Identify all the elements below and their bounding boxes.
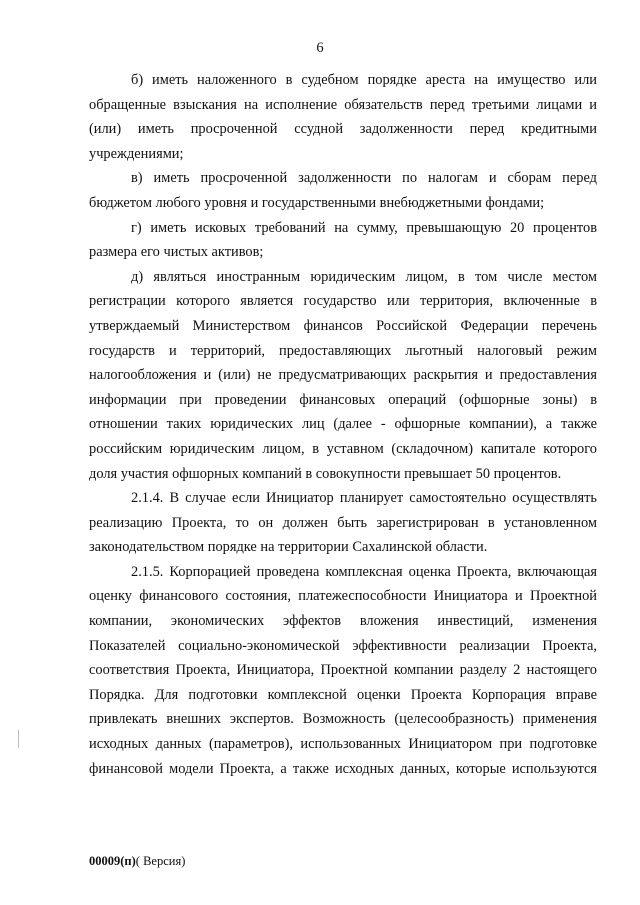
page-number: 6: [316, 40, 324, 56]
paragraph-d: д) являться иностранным юридическим лицом, в том числе местом регистрации которого является государство или территория, включенные в утверждаемый Министерством финансов Российской Федерации перечень государств и территорий, предоставляющих льготный налоговый режим налогообложения и (или) не предусматривающих раскрытия и предоставления информации при проведении финансовых операций (офшорные зоны) в отношении таких юридических лиц (далее - офшорные компании), а также российским юридическим лицом, в уставном (складочном) капитале которого доля участия офшорных компаний в совокупности превышает 50 процентов.: [89, 268, 597, 482]
footer-version: ( Версия): [135, 854, 186, 868]
paragraph-2-1-5: 2.1.5. Корпорацией проведена комплексная оценка Проекта, включающая оценку финансового состояния, платежеспособности Инициатора и Проектной компании, экономических эффектов вложения инвестиций, изменения Показателей социально-экономической эффективности реализации Проекта, соответствия Проекта, Инициатора, Проектной компании разделу 2 настоящего Порядка. Для подготовки комплексной оценки Проекта Корпорация вправе привлекать внешних экспертов. Возможность (целесообразность) применения исходных данных (параметров), использованных Инициатором при подготовке финансовой модели Проекта, а также исходных данных, которые используются: [89, 563, 597, 777]
document-body: [89, 68, 597, 781]
document-footer: [89, 854, 185, 869]
footer-document-code: 00009(п): [89, 854, 136, 868]
margin-mark: [18, 730, 19, 748]
paragraph-g: г) иметь исковых требований на сумму, превышающую 20 процентов размера его чистых активов;: [89, 219, 597, 261]
paragraph-b: б) иметь наложенного в судебном порядке ареста на имущество или обращенные взыскания на исполнение обязательств перед третьими лицами и (или) иметь просроченной ссудной задолженности перед кредитными учреждениями;: [89, 72, 597, 162]
paragraph-2-1-4: 2.1.4. В случае если Инициатор планирует самостоятельно осуществлять реализацию Проекта, то он должен быть зарегистрирован в установленном законодательством порядке на территории Сахалинской области.: [89, 490, 597, 556]
paragraph-v: в) иметь просроченной задолженности по налогам и сборам перед бюджетом любого уровня и государственными внебюджетными фондами;: [89, 170, 597, 211]
